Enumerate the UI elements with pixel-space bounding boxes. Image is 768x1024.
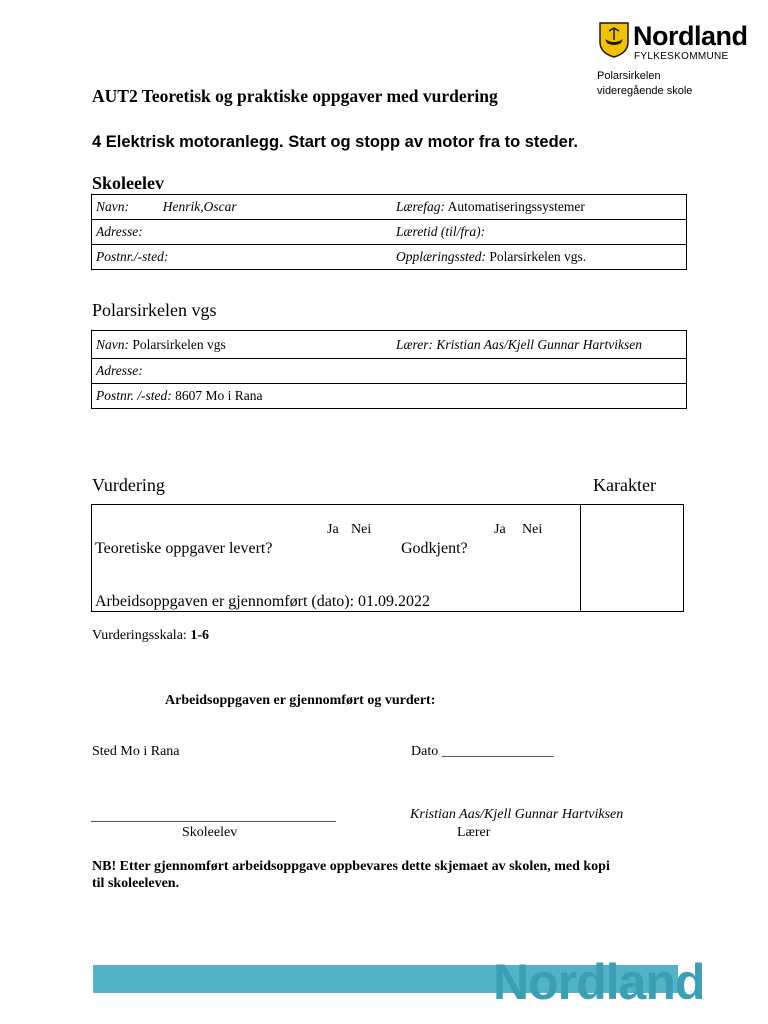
approved-yes-label: Ja [494,522,506,537]
assessment-heading: Vurdering [92,475,165,495]
field-label: Læretid (til/fra): [396,224,486,239]
field-label: Navn: [96,199,129,214]
logo-brand: Nordland [633,21,748,51]
task-title: 4 Elektrisk motoranlegg. Start og stopp av motor fra to steder. [92,133,578,151]
table-row [92,359,687,384]
field-label: Lærefag: [396,199,446,214]
table-row [92,220,687,245]
field-label: Adresse: [96,363,143,378]
student-signature-line[interactable]: ___________________________________ [91,809,336,824]
student-info-table [91,194,687,270]
approved-label: Godkjent? [401,540,468,557]
student-name-value: Henrik,Oscar [162,199,237,214]
signoff-heading: Arbeidsoppgaven er gjennomført og vurdert: [165,693,436,708]
nordland-logo [597,20,748,102]
logo-subtitle: FYLKESKOMMUNE [634,51,729,62]
approved-no-label: Nei [522,522,543,537]
table-row [92,384,687,409]
place-label: Sted Mo i Rana [92,744,180,759]
grading-scale: Vurderingsskala: 1-6 [92,628,209,643]
trade-value: Automatiseringssystemer [447,199,585,214]
field-label: Adresse: [96,224,143,239]
grade-heading: Karakter [593,475,656,495]
footer-watermark: Nordland [493,954,705,1010]
teacher-signature: Kristian Aas/Kjell Gunnar Hartviksen [410,807,624,822]
teacher-value: Kristian Aas/Kjell Gunnar Hartviksen [436,336,643,352]
field-label: Opplæringssted: [396,249,487,264]
school-heading: Polarsirkelen vgs [92,300,217,320]
student-heading: Skoleelev [92,173,164,193]
county-shield-icon [599,22,629,58]
school-info-table [91,330,687,409]
field-label: Postnr./-sted: [96,249,169,264]
school-name-value: Polarsirkelen vgs [132,336,226,352]
teacher-caption: Lærer [457,825,491,840]
document-title: AUT2 Teoretisk og praktiske oppgaver med vurdering [92,86,498,106]
theory-no-label: Nei [351,522,372,537]
table-row [92,195,687,220]
date-field[interactable]: Dato ________________ [411,744,554,759]
completed-date-label: Arbeidsoppgaven er gjennomført (dato): 01.09.2022 [95,593,431,610]
theory-yes-label: Ja [327,522,339,537]
student-caption: Skoleelev [182,825,238,840]
theory-delivered-label: Teoretiske oppgaver levert? [95,540,273,557]
footer-bar [93,954,705,1010]
note-text: NB! Etter gjennomført arbeidsoppgave oppbevares dette skjemaet av skolen, med kopi til skoleeleven. [92,859,610,891]
logo-school-name: Polarsirkelen videregående skole [597,70,693,97]
field-label: Lærer: [396,336,434,352]
table-row [92,331,687,359]
school-postal-value: 8607 Mo i Rana [175,388,263,403]
grade-box[interactable] [580,504,684,612]
field-label: Postnr. /-sted: [96,388,172,403]
training-place-value: Polarsirkelen vgs. [489,249,587,264]
table-row [92,245,687,270]
field-label: Navn: [96,336,129,352]
grading-scale-value: 1-6 [190,628,209,643]
